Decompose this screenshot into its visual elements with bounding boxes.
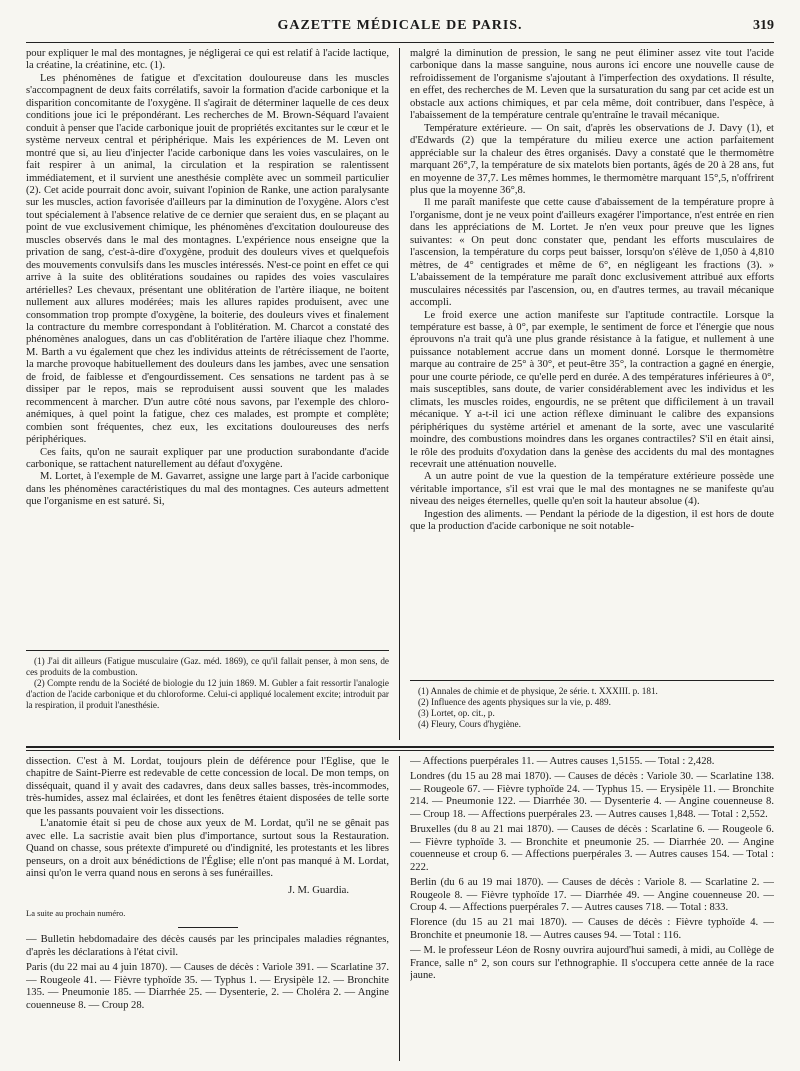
bulletin-brussels: Bruxelles (du 8 au 21 mai 1870). — Causes de décès : Scarlatine 6. — Rougeole 6. — Fièvre typhoïde 3. — Bronchite et pneumonie 25. — Diarrhée 20. — Angine couenneuse et croup 6. — Affections puerpérales 3. — Autres causes 154. — Total : 222. [410, 824, 774, 873]
bulletin-florence: Florence (du 15 au 21 mai 1870). — Causes de décès : Fièvre typhoïde 4. — Bronchite et pneumonie 18. — Autres causes 94. — Total : 116. [410, 917, 774, 941]
paragraph: dissection. C'est à M. Lordat, toujours plein de déférence pour l'Église, que le chapitre de Saint-Pierre est redevable de cette concession de local. De mon temps, on disséquait, quand il y avait des cadavres, dans deux salles basses, très-incommodes, très-humides, assez mal éclairées, et dont les fenêtres étaient disposées de telle sorte que les passants pouvaient voir les dissections. [26, 756, 389, 817]
paragraph: L'anatomie était si peu de chose aux yeux de M. Lordat, qu'il ne se gênait pas avec elle. La sacristie avait bien plus d'importance, surtout sous la Restauration. Quand on chasse, sous prétexte d'impureté ou d'indignité, les protestants et les libres penseurs, on a droit aux bénédictions de l'Église; elle n'ont pas manqué à M. Lordat, ainsi qu'on le verra quand nous en serons à ses funérailles. [26, 818, 389, 880]
bulletin-paris-continued: — Affections puerpérales 11. — Autres causes 1,5155. — Total : 2,428. [410, 756, 715, 767]
paragraph: A un autre point de vue la question de la température extérieure possède une véritable importance, s'il est vrai que le mal des montagnes ne se manifeste qu'au niveau des neiges éternelles, quelle qu'en soit la hauteur absolue (4). [410, 471, 774, 508]
to-be-continued-note: La suite au prochain numéro. [26, 907, 126, 918]
footnote-rule [410, 680, 774, 681]
top-left-footnotes [26, 656, 389, 740]
journal-title: GAZETTE MÉDICALE DE PARIS. [277, 18, 523, 33]
footnote: (2) Compte rendu de la Société de biologie du 12 juin 1869. M. Gubler a fait ressortir l'analogie d'action de l'acide carbonique et du chloroforme. Celui-ci appliqué localement excite; introduit par la respiration, il produit l'anesthésie. [26, 678, 389, 710]
top-left-column [26, 48, 389, 644]
mortality-bulletin [26, 934, 389, 1012]
paragraph: Température extérieure. — On sait, d'après les observations de J. Davy (1), et d'Edwards (2) que la température du milieu exerce une action parfaitement appréciable sur la chaleur des êtres organisés. Davy a constaté que le thermomètre marquant 26°,7, la température de six matelots bien portants, âgés de 20 à 28 ans, fut en moyenne de 37,7. Les mêmes hommes, le thermomètre marquant 15°,5, n'offrirent plus que la moyenne 36°,8. [410, 122, 774, 196]
paragraph: Ces faits, qu'on ne saurait expliquer par une production surabondante d'acide carbonique, se rattachent naturellement au défaut d'oxygène. [26, 446, 389, 470]
separator-rule [178, 927, 238, 928]
announcement: — M. le professeur Léon de Rosny ouvrira aujourd'hui samedi, à midi, au Collège de France, salle n° 2, son cours sur l'ethnographie. Il s'occupera cette année de la race jaune. [410, 945, 774, 982]
column-divider [399, 48, 400, 740]
paragraph: malgré la diminution de pression, le sang ne peut éliminer assez vite tout l'acide carbonique dans la masse sanguine, nous aurons ici encore une nouvelle cause de refroidissement de l'organisme s'ajoutant à l'imperfection des oxydations. Il résulte, en effet, des recherches de M. Leven que la sursaturation du sang par cet acide est un obstacle aux actions chimiques, et par cela même, doit contribuer, dans l'espèce, à l'abaissement de la température centrale qu'entraîne le travail mécanique. [410, 48, 774, 122]
signature: J. M. Guardia. [288, 884, 349, 896]
page-number: 319 [753, 18, 774, 33]
top-right-column [410, 48, 774, 674]
paragraph: M. Lortet, à l'exemple de M. Gavarret, assigne une large part à l'acide carbonique dans les phénomènes caractéristiques du mal des montagnes. Ces auteurs admettent que l'organisme en est saturé. Si, [26, 471, 389, 508]
paragraph: Le froid exerce une action manifeste sur l'aptitude contractile. Lorsque la température est basse, à 0°, par exemple, le sentiment de force et l'énergie que nous éprouvons n'a trait qu'à une plus grande résistance à la fatigue, et nullement à une puissance notablement accrue dans un moment donné. Lorsque le thermomètre marque au contraire de 25° à 30°, et peut-être 35°, la contraction a gagné en énergie, pour une courte période, ce qu'elle perd en durée. A des températures inférieures à 0°, mais susceptibles, sans doute, de varier considérablement avec les individus et les climats, les muscles roides, engourdis, ne se prêtent que difficilement à un travail mécanique. Y a-t-il ici une action réflexe diminuant le calibre des expansions périphériques du système artériel et amenant de la sorte, avec une vascularité moindre, des combustions moindres dans les organes contractiles? S'il en était ainsi, le rôle des produits d'oxydation dans la genèse des accidents du mal des montagnes recevrait une atténuation nouvelle. [410, 309, 774, 470]
paragraph: Les phénomènes de fatigue et d'excitation douloureuse dans les muscles s'accompagnent de deux faits corrélatifs, savoir la formation d'acide carbonique et la disparition concomitante de l'oxygène. Il s'agirait de déterminer laquelle de ces deux conditions joue ici le prépondérant. Les recherches de M. Brown-Séquard l'avaient conduit à penser que l'acide carbonique jouit de propriétés excitantes sur le cœur et le système nerveux central et périphérique. Mais les expériences de M. Leven ont montré que si, au lieu d'injecter l'acide carbonique dans les voies vasculaires, on le fait respirer à un animal, la circulation et la respiration se ralentissent immédiatement, et il survient une anesthésie complète avec un sommeil particulier (2). Cet acide pourrait donc avoir, suivant l'opinion de Ranke, une action paralysante sur les muscles, action favorisée d'ailleurs par la diminution de l'oxygène. Alors c'est tout spécialement à l'absence relative de ce dernier que seraient dus, en se plaçant au point de vue exclusivement chimique, les phénomènes d'excitation douloureuse des muscles observés dans le mal des montagnes. L'expérience nous enseigne que la privation de sang, c'est-à-dire d'oxygène, produit des douleurs vives et quelquefois des mouvements convulsifs dans les muscles intéressés. N'est-ce point en effet ce qui arrive à la suite des oblitérations soudaines ou rapides des voies vasculaires artérielles? Les chevaux, présentant une oblitération de l'artère iliaque, ne boitent nullement aux allures modérées; mais les allures rapides produisent, avec une consommation trop prompte d'oxygène, la boiterie, des douleurs vives et finalement la contracture du membre correspondant à l'oblitération. M. Charcot a constaté des phénomènes analogues, dans un cas d'oblitération de l'artère iliaque chez l'homme. M. Barth a vu également que chez les individus atteints de rétrécissement de l'aorte, la marche provoque habituellement des douleurs dans les jambes, avec une sensation de froid, de faiblesse et d'engourdissement. Ces sensations ne tardent pas à se dissiper par le repos, mais se reproduisent aussi souvent que les malades recommencent à marcher. D'un autre côté nous savons, par l'exemple des chloro-anémiques, à quel point la fatigue, chez ces malades, est prompte et complète; combien sont fréquentes, chez eux, les excitations douloureuses des nerfs périphériques. [26, 72, 389, 446]
footnote: (4) Fleury, Cours d'hygiène. [418, 719, 521, 729]
footnote: (1) Annales de chimie et de physique, 2e série. t. XXXIII. p. 181. [418, 686, 658, 696]
bulletin-paris: Paris (du 22 mai au 4 juin 1870). — Causes de décès : Variole 391. — Scarlatine 37. — Rougeole 41. — Fièvre typhoïde 35. — Typhus 1. — Erysipèle 12. — Bronchite 135. — Pneumonie 185. — Diarrhée 25. — Dysenterie, 2. — Choléra 2. — Angine couenneuse 8. — Croup 28. [26, 962, 389, 1011]
footnote: (2) Influence des agents physiques sur la vie, p. 489. [418, 697, 611, 707]
footnote: (3) Lortet, op. cit., p. [418, 708, 495, 718]
bulletin-berlin: Berlin (du 6 au 19 mai 1870). — Causes de décès : Variole 8. — Scarlatine 2. — Rougeole 8. — Fièvre typhoïde 17. — Diarrhée 49. — Angine couenneuse 20. — Croup 4. — Affections puerpérales 7. — Autres causes 718. — Total : 833. [410, 877, 774, 913]
footnote-rule [26, 650, 389, 651]
section-rule [26, 750, 774, 751]
paragraph: Il me paraît manifeste que cette cause d'abaissement de la température propre à l'organisme, dont je ne veux point d'ailleurs exagérer l'importance, n'est entrée en rien dans les appréciations de M. Lortet. Je n'en veux pour preuve que les lignes suivantes: « On peut donc constater que, pendant les efforts musculaires de l'ascension, la température du corps peut baisser, lorsqu'on s'élève de 1,050 à 4,810 mètres, de 4° centigrades et même de 6°, en négligeant les fractions (3). » L'abaissement de la température me paraît donc exclusivement attribué aux efforts musculaires nécessités par l'ascension, ou, en d'autres termes, au travail mécanique accompli. [410, 197, 774, 309]
header-rule [26, 42, 774, 43]
page-header [0, 14, 800, 44]
bulletin-intro: — Bulletin hebdomadaire des décès causés par les principales maladies régnantes, d'après les déclarations à l'état civil. [26, 934, 389, 958]
paragraph: pour expliquer le mal des montagnes, je négligerai ce qui est relatif à l'acide lactique, la créatine, la créatinine, etc. (1). [26, 48, 389, 72]
section-double-rule [26, 746, 774, 748]
bulletin-london: Londres (du 15 au 28 mai 1870). — Causes de décès : Variole 30. — Scarlatine 138. — Rougeole 67. — Fièvre typhoïde 24. — Typhus 15. — Erysipèle 11. — Bronchite 214. — Pneumonie 122. — Diarrhée 30. — Dysenterie 4. — Angine couenneuse 8. — Croup 18. — Affections puerpérales 23. — Autres causes 1,848. — Total : 2,552. [410, 771, 774, 820]
bottom-right-column [410, 756, 774, 1061]
paragraph: Ingestion des aliments. — Pendant la période de la digestion, il est hors de doute que la production d'acide carbonique ne soit notable- [410, 508, 774, 533]
top-right-footnotes [410, 686, 774, 740]
footnote: (1) J'ai dit ailleurs (Fatigue musculaire (Gaz. méd. 1869), ce qu'il fallait penser, à mon sens, de ces produits de la combustion. [26, 656, 389, 677]
column-divider [399, 756, 400, 1061]
bottom-left-column [26, 756, 389, 1061]
